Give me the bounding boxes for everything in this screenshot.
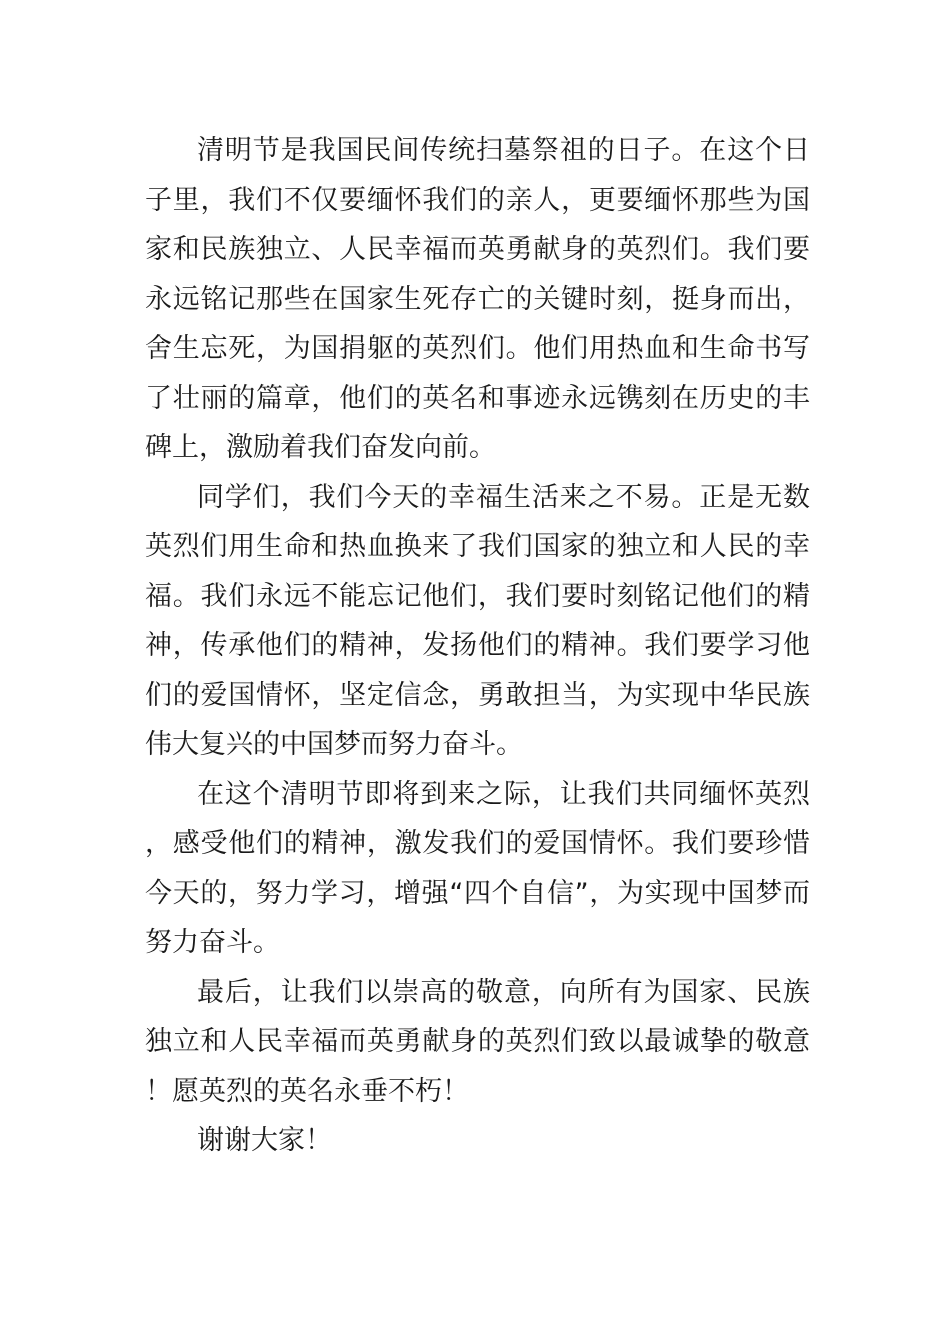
speech-body xyxy=(145,126,810,1166)
paragraph-1: 清明节是我国民间传统扫墓祭祖的日子。在这个日子里，我们不仅要缅怀我们的亲人，更要缅怀那些为国家和民族独立、人民幸福而英勇献身的英烈们。我们要永远铭记那些在国家生死存亡的关键时刻，挺身而出，舍生忘死，为国捐躯的英烈们。他们用热血和生命书写了壮丽的篇章，他们的英名和事迹永远镌刻在历史的丰碑上，激励着我们奋发向前。 xyxy=(145,135,810,463)
paragraph-3: 在这个清明节即将到来之际，让我们共同缅怀英烈，感受他们的精神，激发我们的爱国情怀。我们要珍惜今天的，努力学习，增强“四个自信”，为实现中国梦而努力奋斗。 xyxy=(145,778,810,958)
paragraph-5: 谢谢大家！ xyxy=(197,1125,332,1156)
paragraph-2: 同学们，我们今天的幸福生活来之不易。正是无数英烈们用生命和热血换来了我们国家的独立和人民的幸福。我们永远不能忘记他们，我们要时刻铭记他们的精神，传承他们的精神，发扬他们的精神。我们要学习他们的爱国情怀，坚定信念，勇敢担当，为实现中华民族伟大复兴的中国梦而努力奋斗。 xyxy=(145,481,810,760)
paragraph-4: 最后，让我们以崇高的敬意，向所有为国家、民族独立和人民幸福而英勇献身的英烈们致以最诚挚的敬意！愿英烈的英名永垂不朽！ xyxy=(145,976,810,1107)
